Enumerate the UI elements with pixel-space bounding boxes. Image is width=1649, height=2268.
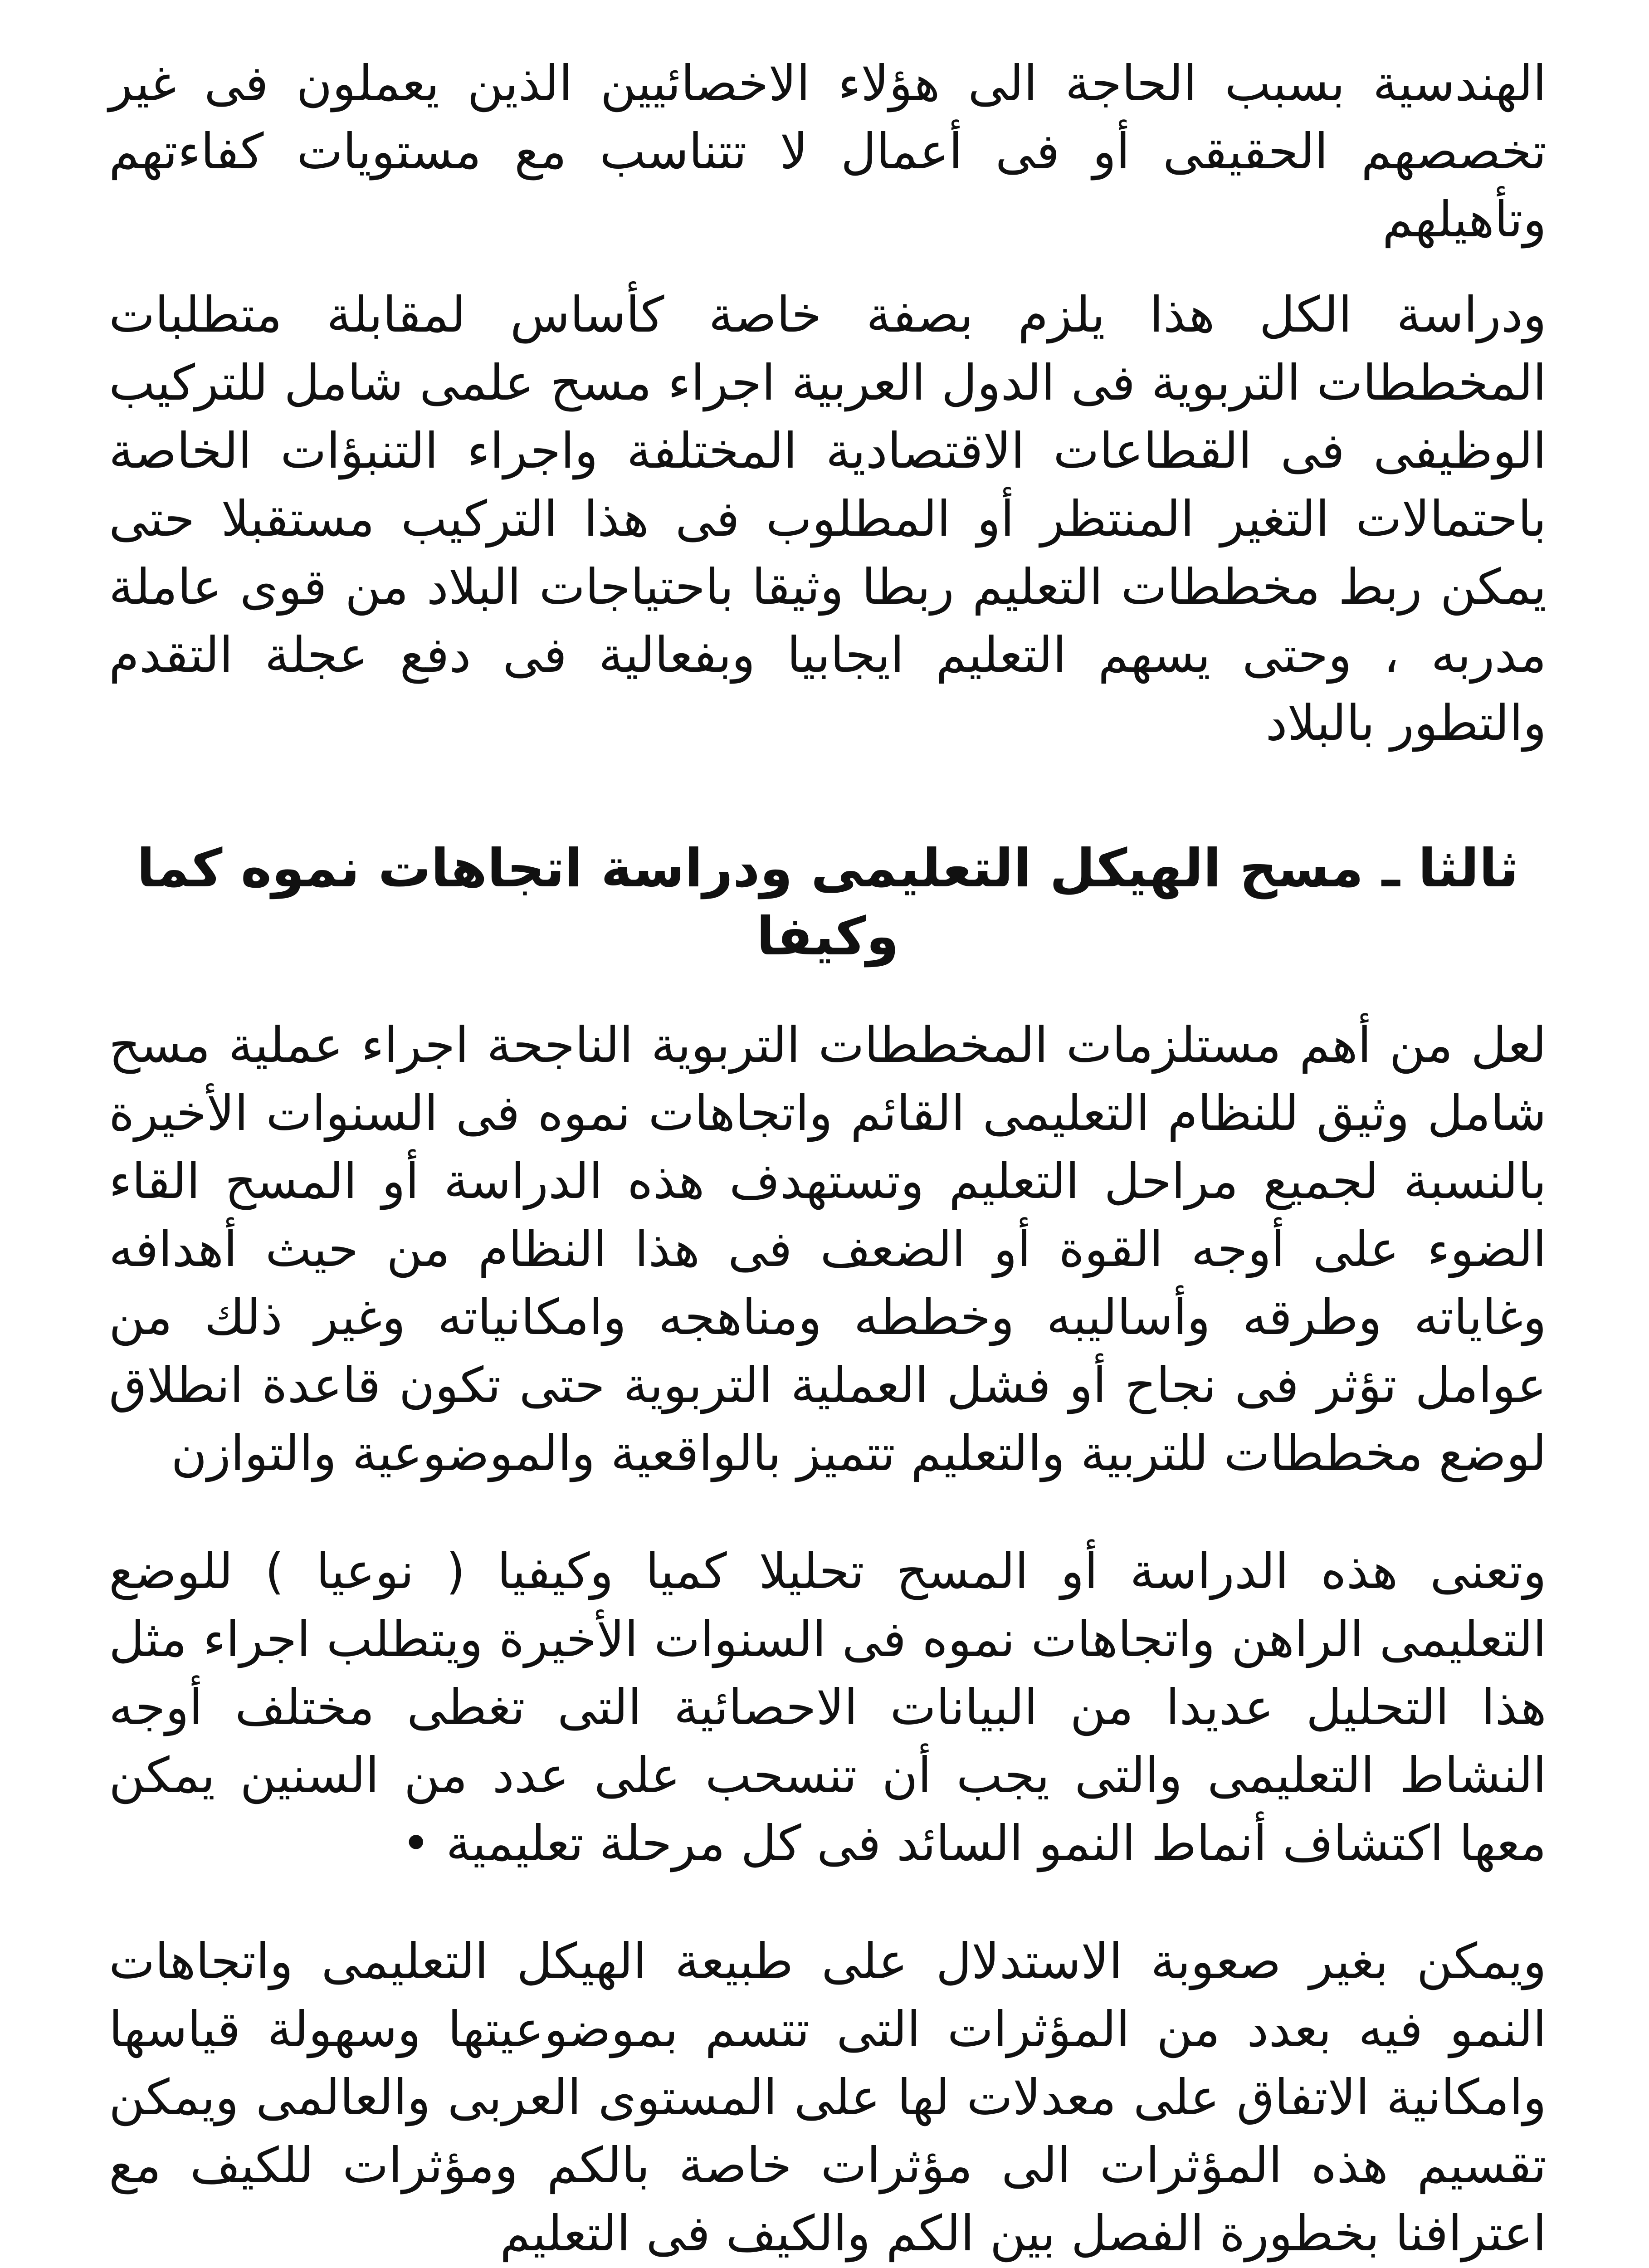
paragraph-analysis: وتعنى هذه الدراسة أو المسح تحليلا كميا وكيفيا ( نوعيا ) للوضع التعليمى الراهن واتجاهات نموه فى السنوات الأخيرة ويتطلب اجراء مثل هذا التحليل عديدا من البيانات الاحصائية التى تغطى مختلف أوجه النشاط التعليمى والتى يجب أن تنسحب على عدد من السنين يمكن معها اكتشاف أنماط النمو السائد فى كل مرحلة تعليمية •	[109, 1543, 1547, 1872]
paragraph-survey-importance: لعل من أهم مستلزمات المخططات التربوية الناجحة اجراء عملية مسح شامل وثيق للنظام التعليمى القائم واتجاهات نموه فى السنوات الأخيرة بالنسبة لجميع مراحل التعليم وتستهدف هذه الدراسة أو المسح القاء الضوء على أوجه القوة أو الضعف فى هذا النظام من حيث أهدافه وغاياته وطرقه وأساليبه وخططه ومناهجه وامكانياته وغير ذلك من عوامل تؤثر فى نجاح أو فشل العملية التربوية حتى تكون قاعدة انطلاق لوضع مخططات للتربية والتعليم تتميز بالواقعية والموضوعية والتوازن	[109, 1017, 1547, 1482]
document-page	[109, 50, 1547, 2268]
section-heading: ثالثا ـ مسح الهيكل التعليمى ودراسة اتجاهات نموه كما وكيفا	[137, 838, 1519, 967]
paragraph-intro: الهندسية بسبب الحاجة الى هؤلاء الاخصائيين الذين يعملون فى غير تخصصهم الحقيقى أو فى أعمال لا تتناسب مع مستويات كفاءتهم وتأهيلهم	[109, 55, 1547, 248]
paragraph-survey-requirements: ودراسة الكل هذا يلزم بصفة خاصة كأساس لمقابلة متطلبات المخططات التربوية فى الدول العربية اجراء مسح علمى شامل للتركيب الوظيفى فى القطاعات الاقتصادية المختلفة واجراء التنبؤات الخاصة باحتمالات التغير المنتظر أو المطلوب فى هذا التركيب مستقبلا حتى يمكن ربط مخططات التعليم ربطا وثيقا باحتياجات البلاد من قوى عاملة مدربه ، وحتى يسهم التعليم ايجابيا وبفعالية فى دفع عجلة التقدم والتطور بالبلاد	[109, 287, 1547, 752]
paragraph-indicators: ويمكن بغير صعوبة الاستدلال على طبيعة الهيكل التعليمى واتجاهات النمو فيه بعدد من المؤثرات التى تتسم بموضوعيتها وسهولة قياسها وامكانية الاتفاق على معدلات لها على المستوى العربى والعالمى ويمكن تقسيم هذه المؤثرات الى مؤثرات خاصة بالكم ومؤثرات للكيف مع اعترافنا بخطورة الفصل بين الكم والكيف فى التعليم	[109, 1933, 1547, 2262]
